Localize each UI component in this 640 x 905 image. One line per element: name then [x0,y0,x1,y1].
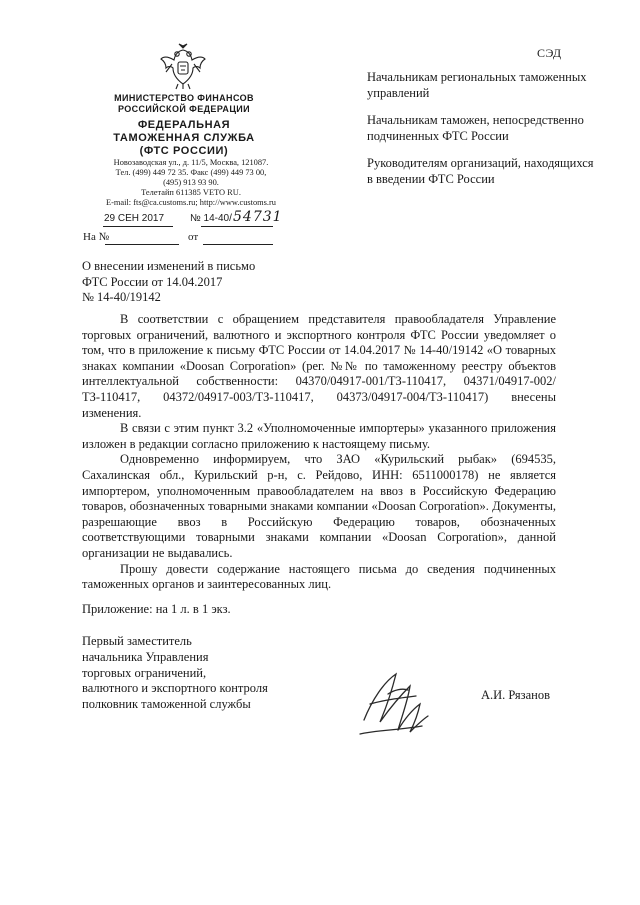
registration-date: 29 СЕН 2017 [104,213,165,224]
signer-title-line: начальника Управления [82,649,209,664]
subject-block [82,259,322,306]
attachment-note: Приложение: на 1 л. в 1 экз. [82,602,231,616]
contact-line: (495) 913 93 90. [163,178,219,187]
registration-number-handwritten: 54731 [233,209,283,225]
registration-number-prefix: № 14-40/ [190,213,232,224]
ref-date-underline [203,244,273,245]
signer-title-line: полковник таможенной службы [82,697,251,712]
registration-block [83,209,293,248]
date-underline [103,226,173,227]
ref-from-label: от [188,231,199,243]
signer-title-line: Первый заместитель [82,634,192,648]
recipients-block [367,70,597,199]
body-paragraph: Прошу довести содержание настоящего письма до сведения подчиненных таможенных органов и заинтересованных лиц. [82,561,556,592]
signer-name: А.И. Рязанов [481,688,550,702]
organization-header [86,93,282,158]
contact-line: Тел. (499) 449 72 35. Факс (499) 449 73 00, [115,168,267,177]
ref-number-underline [105,244,179,245]
number-underline [201,226,273,227]
subject-line: ФТС России от 14.04.2017 [82,274,223,289]
body-paragraph: В связи с этим пункт 3.2 «Уполномоченные импортеры» указанного приложения изложен в редакции согласно приложению к настоящему письму. [82,421,556,451]
recipient: Руководителям организаций, находящихся в введении ФТС России [367,156,594,186]
recipient: Начальникам таможен, непосредственно подчиненных ФТС России [367,113,584,143]
stamp-code: СЭД [537,46,562,60]
signer-title-line: валютного и экспортного контроля [82,681,268,696]
subject-line: О внесении изменений в письмо [82,259,256,273]
contact-line: E-mail: fts@ca.customs.ru; http://www.customs.ru [106,198,276,207]
contact-line: Телетайп 611385 VETO RU. [141,188,241,197]
ministry-line-2: РОССИЙСКОЙ ФЕДЕРАЦИИ [117,104,251,114]
ref-number-label: На № [83,231,110,243]
contact-line: Новозаводская ул., д. 11/5, Москва, 121087. [113,158,269,167]
signer-title [82,634,312,713]
handwritten-signature [350,660,450,744]
signer-title-line: торговых ограничений, [82,665,207,680]
letter-body [82,312,556,593]
body-paragraph: Одновременно информируем, что ЗАО «Курильский рыбак» (694535, Сахалинская обл., Курильский р-н, с. Рейдово, ИНН: 6511000178) не является импортером, уполномоченным правообладателем на ввоз в Российскую Федерацию товаров, обозначенных товарными знаками компании «Doosan Corporation». Документы, разрешающие ввоз в Российскую Федерацию товаров, обозначенных соответствующими товарными знаками компании «Doosan Corporation», данной организации не выдавались. [82,452,556,560]
ministry-line-1: МИНИСТЕРСТВО ФИНАНСОВ [114,93,254,103]
contact-details [88,158,294,208]
service-line-1: ФЕДЕРАЛЬНАЯ [137,119,231,131]
service-line-3: (ФТС РОССИИ) [139,145,229,157]
recipient: Начальникам региональных таможенных управлений [367,70,587,100]
subject-line: № 14-40/19142 [82,290,161,304]
service-line-2: ТАМОЖЕННАЯ СЛУЖБА [113,132,255,144]
coat-of-arms-icon [158,42,208,92]
body-paragraph: В соответствии с обращением представителя правообладателя Управление торговых ограничений, валютного и экспортного контроля ФТС России уведомляет о том, что в приложение к письму ФТС России от 14.04.2017 № 14-40/19142 «О товарных знаках компании «Doosan Corporation» (рег. №№ по таможенному реестру объектов интеллектуальной собственности: 04370/04917-001/ТЗ-110417, 04371/04917-002/ТЗ-110417, 04372/04917-003/ТЗ-110417, 04373/04917-004/ТЗ-110417) внесены изменения. [82,312,556,420]
